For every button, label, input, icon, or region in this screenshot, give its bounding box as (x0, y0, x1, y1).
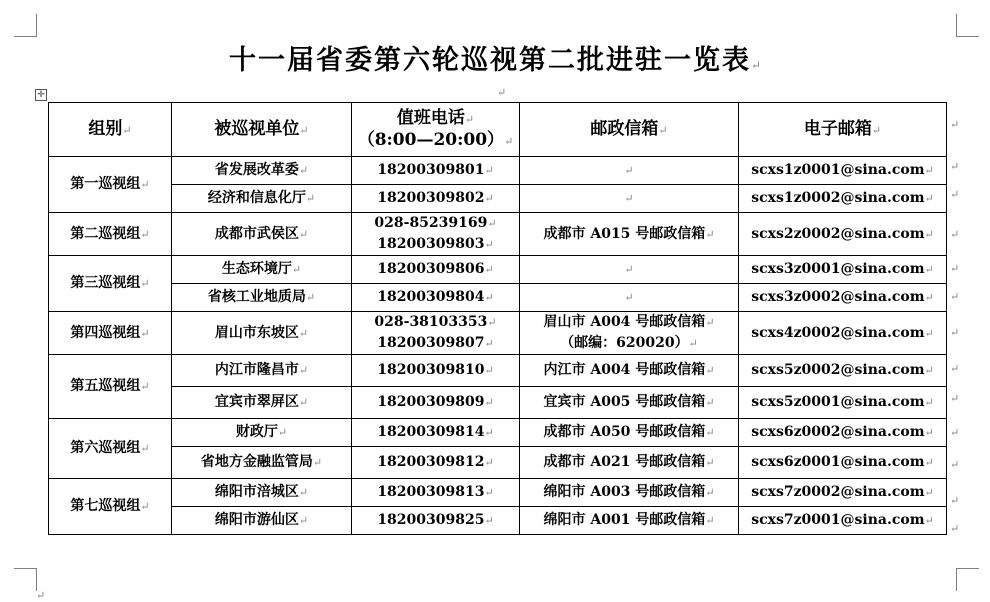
table-row (49, 447, 947, 479)
unit-cell: 省核工业地质局↵ (172, 284, 352, 312)
email-cell: scxs5z0002@sina.com↵ (739, 355, 947, 387)
phone-cell: 18200309810↵ (352, 355, 520, 387)
row-end-mark: ↵ (950, 118, 960, 131)
email-cell: scxs6z0002@sina.com↵ (739, 419, 947, 447)
email-cell: scxs1z0002@sina.com↵ (739, 185, 947, 213)
unit-cell: 省发展改革委↵ (172, 157, 352, 185)
email-cell: scxs7z0001@sina.com↵ (739, 507, 947, 535)
postbox-cell: ↵ (520, 157, 739, 185)
page-title: 十一届省委第六轮巡视第二批进驻一览表↵ (228, 45, 762, 76)
email-cell: scxs4z0002@sina.com↵ (739, 312, 947, 355)
table-row (49, 355, 947, 387)
unit-cell: 生态环境厅↵ (172, 256, 352, 284)
unit-cell: 内江市隆昌市↵ (172, 355, 352, 387)
postbox-cell: 眉山市 A004 号邮政信箱↵ （邮编：620020）↵ (520, 312, 739, 355)
email-cell: scxs3z0002@sina.com↵ (739, 284, 947, 312)
group-cell: 第三巡视组↵ (49, 256, 172, 312)
group-cell: 第二巡视组↵ (49, 213, 172, 256)
row-end-mark: ↵ (950, 290, 960, 303)
phone-cell: 028-38103353↵ 18200309807↵ (352, 312, 520, 355)
group-cell: 第五巡视组↵ (49, 355, 172, 419)
table-header-row (49, 103, 947, 157)
row-end-mark: ↵ (950, 362, 960, 375)
phone-cell: 18200309809↵ (352, 387, 520, 419)
phone-cell: 028-85239169↵ 18200309803↵ (352, 213, 520, 256)
row-end-mark: ↵ (950, 228, 960, 241)
unit-cell: 宜宾市翠屏区↵ (172, 387, 352, 419)
postbox-cell: ↵ (520, 284, 739, 312)
paragraph-mark: ↵ (36, 589, 46, 602)
paragraph-mark: ↵ (750, 58, 762, 72)
phone-cell: 18200309806↵ (352, 256, 520, 284)
row-end-mark: ↵ (950, 426, 960, 439)
group-cell: 第一巡视组↵ (49, 157, 172, 213)
postbox-cell: ↵ (520, 185, 739, 213)
crop-mark-bottom-right (956, 568, 979, 591)
group-cell: 第六巡视组↵ (49, 419, 172, 479)
unit-cell: 绵阳市游仙区↵ (172, 507, 352, 535)
postbox-cell: 绵阳市 A001 号邮政信箱↵ (520, 507, 739, 535)
row-end-mark: ↵ (950, 522, 960, 535)
phone-cell: 18200309801↵ (352, 157, 520, 185)
row-end-mark: ↵ (950, 392, 960, 405)
phone-cell: 18200309804↵ (352, 284, 520, 312)
unit-cell: 经济和信息化厅↵ (172, 185, 352, 213)
email-cell: scxs3z0001@sina.com↵ (739, 256, 947, 284)
row-end-mark: ↵ (950, 326, 960, 339)
crop-mark-top-right (956, 14, 979, 37)
header-group: 组别↵ (49, 103, 172, 157)
postbox-cell: ↵ (520, 256, 739, 284)
unit-cell: 成都市武侯区↵ (172, 213, 352, 256)
unit-cell: 财政厅↵ (172, 419, 352, 447)
group-cell: 第四巡视组↵ (49, 312, 172, 355)
table-row (49, 284, 947, 312)
paragraph-mark: ↵ (497, 86, 507, 99)
header-unit: 被巡视单位↵ (172, 103, 352, 157)
email-cell: scxs7z0002@sina.com↵ (739, 479, 947, 507)
email-cell: scxs5z0001@sina.com↵ (739, 387, 947, 419)
row-end-mark: ↵ (950, 262, 960, 275)
postbox-cell: 成都市 A021 号邮政信箱↵ (520, 447, 739, 479)
row-end-mark: ↵ (950, 458, 960, 471)
email-cell: scxs1z0001@sina.com↵ (739, 157, 947, 185)
postbox-cell: 成都市 A050 号邮政信箱↵ (520, 419, 739, 447)
table-row (49, 507, 947, 535)
phone-cell: 18200309813↵ (352, 479, 520, 507)
phone-cell: 18200309814↵ (352, 419, 520, 447)
header-postbox: 邮政信箱↵ (520, 103, 739, 157)
email-cell: scxs6z0001@sina.com↵ (739, 447, 947, 479)
phone-cell: 18200309825↵ (352, 507, 520, 535)
header-email: 电子邮箱↵ (739, 103, 947, 157)
table-move-handle-icon[interactable]: ✛ (35, 89, 47, 101)
table-row (49, 185, 947, 213)
group-cell: 第七巡视组↵ (49, 479, 172, 535)
table-row (49, 479, 947, 507)
inspection-table (48, 102, 947, 535)
postbox-cell: 成都市 A015 号邮政信箱↵ (520, 213, 739, 256)
postbox-cell: 宜宾市 A005 号邮政信箱↵ (520, 387, 739, 419)
postbox-cell: 绵阳市 A003 号邮政信箱↵ (520, 479, 739, 507)
email-cell: scxs2z0002@sina.com↵ (739, 213, 947, 256)
crop-mark-bottom-left (14, 568, 37, 591)
table-row (49, 157, 947, 185)
table-row (49, 312, 947, 355)
table-row (49, 387, 947, 419)
row-end-mark: ↵ (950, 188, 960, 201)
crop-mark-top-left (14, 14, 37, 37)
row-end-mark: ↵ (950, 494, 960, 507)
phone-cell: 18200309802↵ (352, 185, 520, 213)
unit-cell: 眉山市东坡区↵ (172, 312, 352, 355)
header-phone: 值班电话↵ （8:00—20:00）↵ (352, 103, 520, 157)
unit-cell: 省地方金融监管局↵ (172, 447, 352, 479)
row-end-mark: ↵ (950, 160, 960, 173)
phone-cell: 18200309812↵ (352, 447, 520, 479)
table-row (49, 419, 947, 447)
unit-cell: 绵阳市涪城区↵ (172, 479, 352, 507)
postbox-cell: 内江市 A004 号邮政信箱↵ (520, 355, 739, 387)
table-row (49, 213, 947, 256)
table-row (49, 256, 947, 284)
